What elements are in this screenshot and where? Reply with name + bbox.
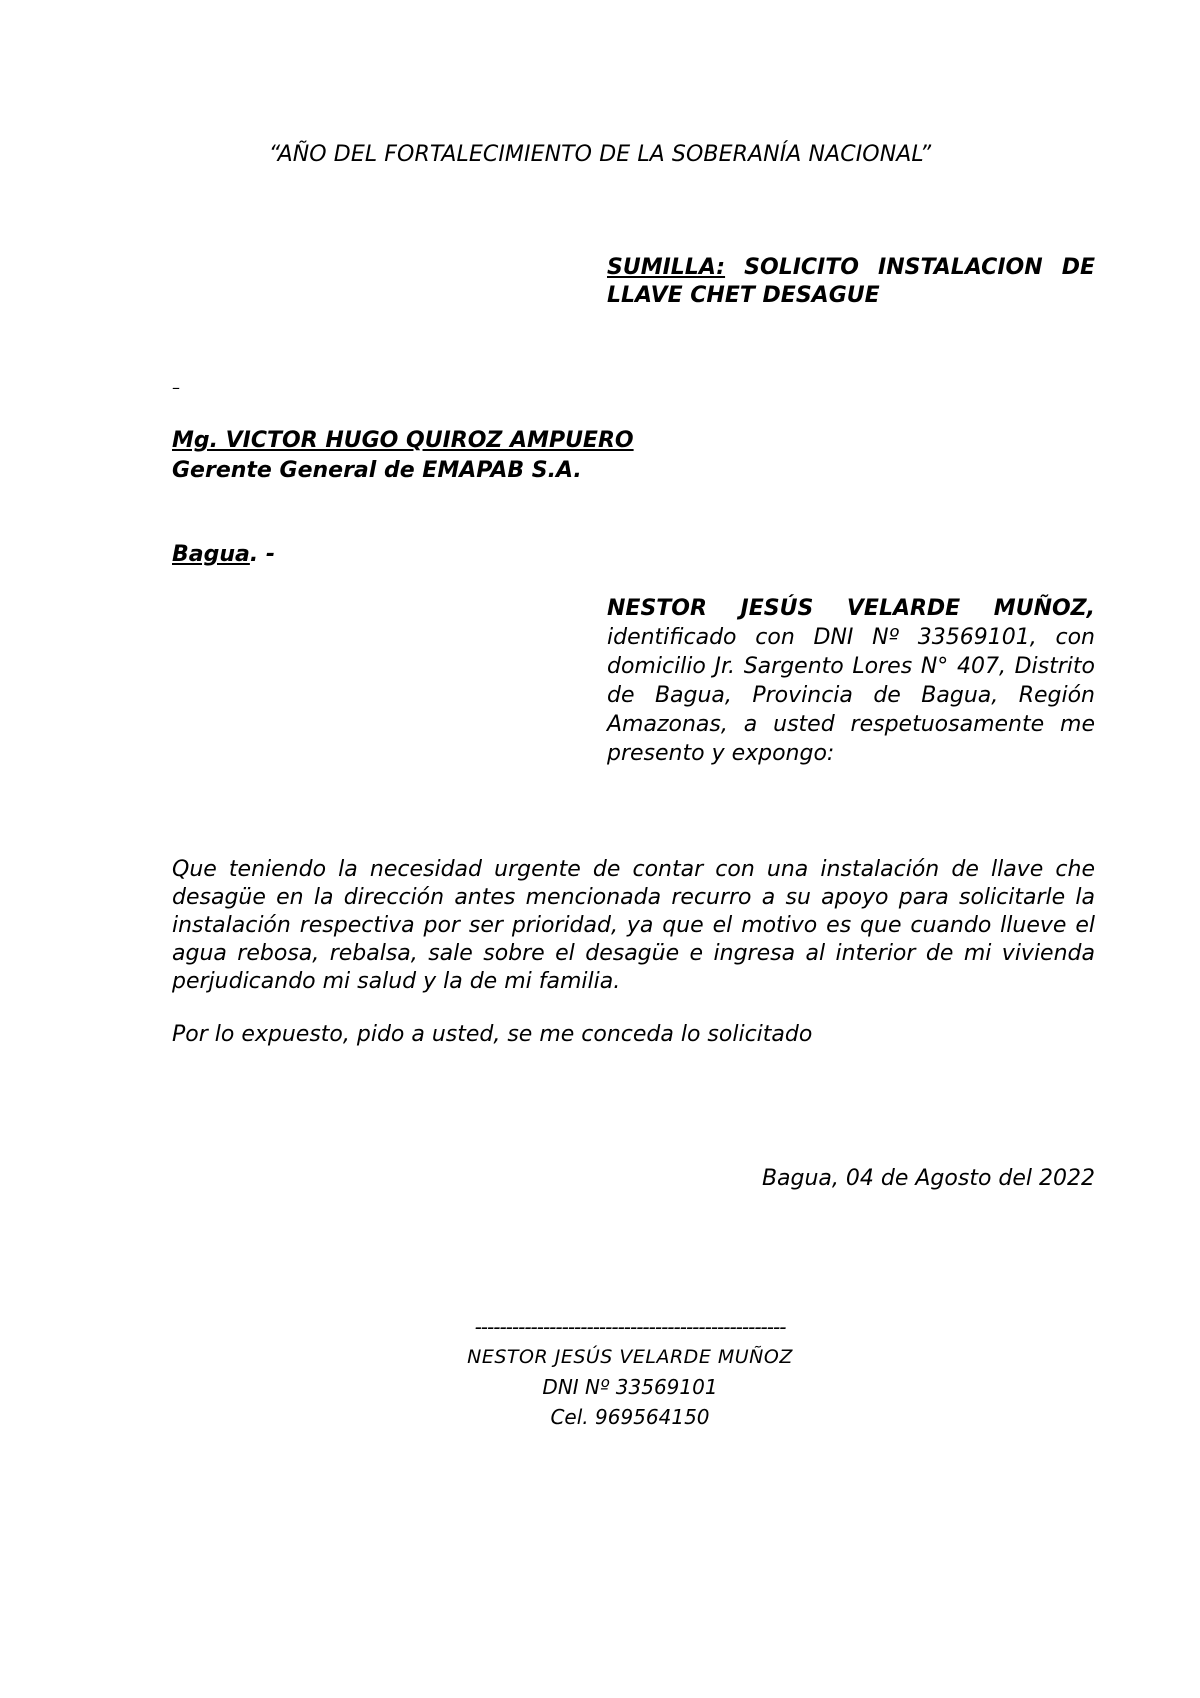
addressee-title: Gerente General de EMAPAB S.A. <box>172 458 582 483</box>
sumilla-block <box>607 254 1095 310</box>
request-paragraph: Que teniendo la necesidad urgente de contar con una instalación de llave che desagüe en la dirección antes mencionada recurro a su apoyo para solicitarle la instalación respectiva por ser prioridad, ya que el motivo es que cuando llueve el agua rebosa, rebalsa, sale sobre el desagüe e ingresa al interior de mi vivienda perjudicando mi salud y la de mi familia. <box>172 857 1095 994</box>
sumilla-label: SUMILLA: <box>607 255 726 280</box>
signature-name: NESTOR JESÚS VELARDE MUÑOZ <box>467 1346 793 1368</box>
signature-block <box>0 1312 1200 1432</box>
sender-details: identificado con DNI Nº 33569101, con domicilio Jr. Sargento Lores N° 407, Distrito de Bagua, Provincia de Bagua, Región Amazonas, a usted respetuosamente me presento y expongo: <box>607 625 1095 766</box>
place-city: Bagua <box>172 542 250 567</box>
addressee-block <box>172 426 634 486</box>
sender-intro <box>607 594 1095 768</box>
place-suffix: . - <box>249 542 276 567</box>
document-motto: “AÑO DEL FORTALECIMIENTO DE LA SOBERANÍA NACIONAL” <box>268 142 932 167</box>
signature-line: -------------------------------------------------- <box>474 1315 786 1339</box>
date-line: Bagua, 04 de Agosto del 2022 <box>761 1166 1095 1191</box>
dash-mark: – <box>172 378 180 397</box>
signature-cel: Cel. 969564150 <box>550 1405 710 1429</box>
sumilla-text: SOLICITO INSTALACION DE LLAVE CHET DESAGUE <box>607 255 1095 308</box>
addressee-name: Mg. VICTOR HUGO QUIROZ AMPUERO <box>172 428 634 453</box>
sender-name: NESTOR JESÚS VELARDE MUÑOZ, <box>607 596 1095 621</box>
place-line <box>172 542 275 567</box>
closing-line: Por lo expuesto, pido a usted, se me conceda lo solicitado <box>172 1022 813 1047</box>
signature-dni: DNI Nº 33569101 <box>542 1375 718 1399</box>
